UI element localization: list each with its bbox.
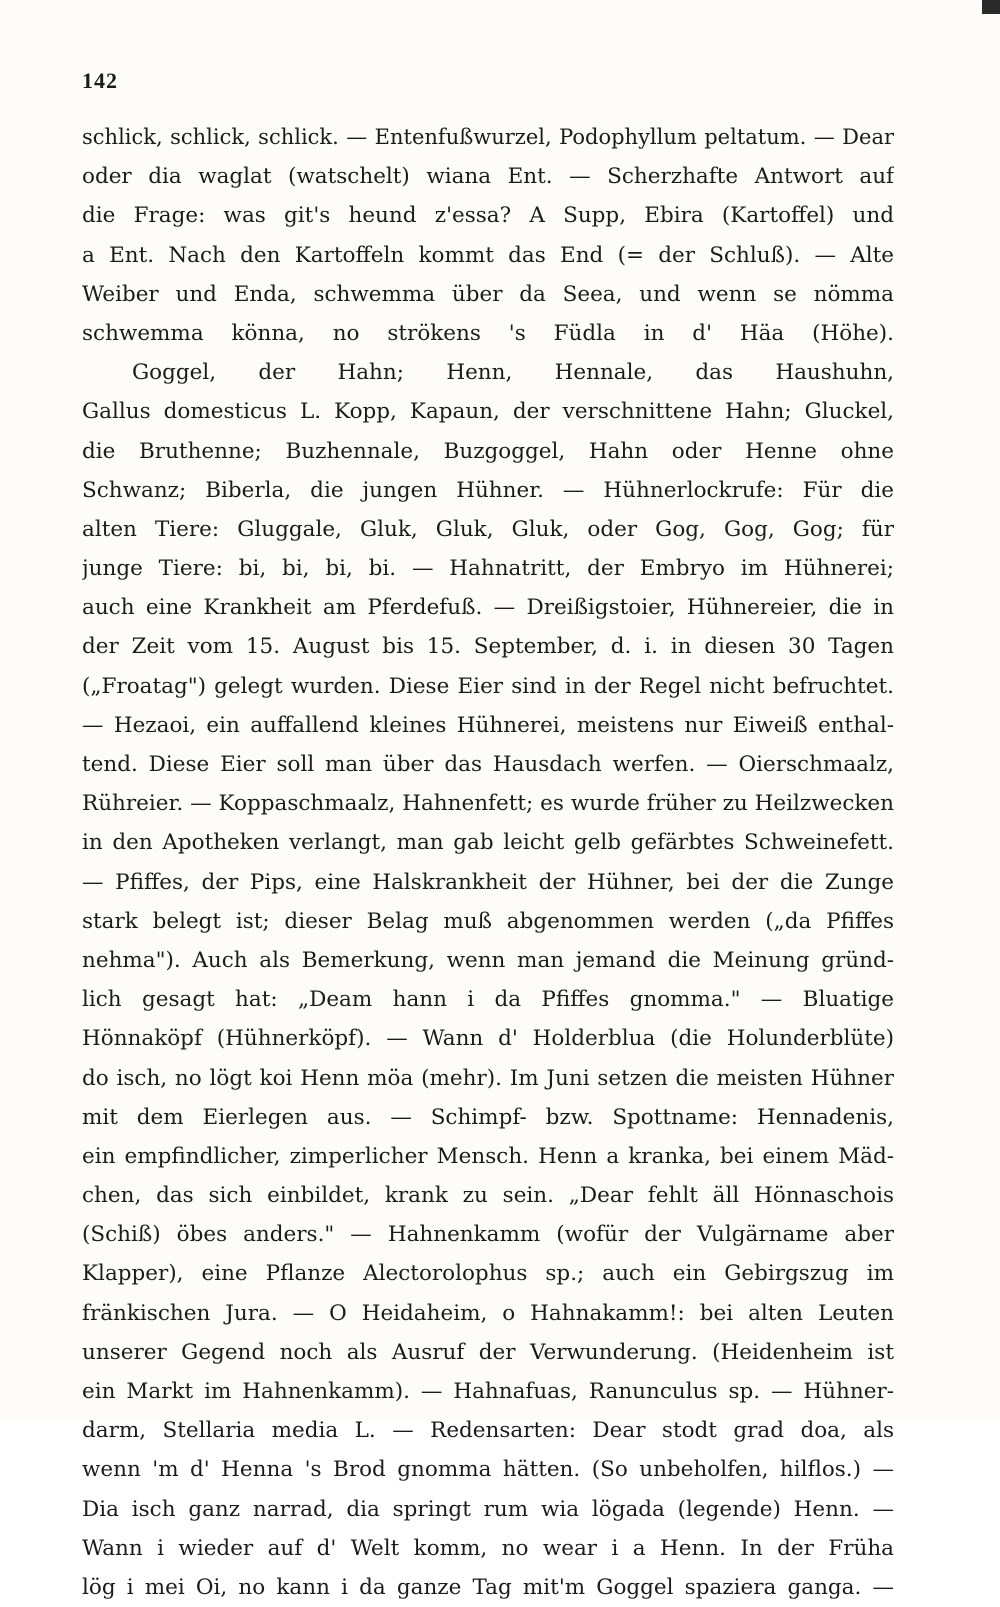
text-line: lög i mei Oi, no kann i da ganze Tag mit'm Goggel spaziera ganga. — — [82, 1574, 894, 1600]
text-line: Dia isch ganz narrad, dia springt rum wia lögada (legende) Henn. — — [82, 1496, 894, 1522]
text-line: („Froatag") gelegt wurden. Diese Eier sind in der Regel nicht befruchtet. — [82, 673, 894, 699]
text-line: (Schiß) öbes anders." — Hahnenkamm (wofür der Vulgärname aber — [82, 1222, 894, 1248]
text-line: die Frage: was git's heund z'essa? A Supp, Ebira (Kartoffel) und — [82, 203, 894, 229]
text-line: Wann i wieder auf d' Welt komm, no wear i a Henn. In der Früha — [82, 1535, 894, 1561]
text-line: alten Tiere: Gluggale, Gluk, Gluk, Gluk, oder Gog, Gog, Gog; für — [82, 516, 894, 542]
text-line: Goggel, der Hahn; Henn, Hennale, das Haushuhn, — [132, 360, 894, 386]
page-number: 142 — [82, 68, 118, 93]
text-line: ein Markt im Hahnenkamm). — Hahnafuas, Ranunculus sp. — Hühner- — [82, 1379, 894, 1404]
text-line: tend. Diese Eier soll man über das Hausdach werfen. — Oierschmaalz, — [82, 752, 894, 777]
text-line: oder dia waglat (watschelt) wiana Ent. — Scherzhafte Antwort auf — [82, 164, 894, 190]
text-line: ein empfindlicher, zimperlicher Mensch. Henn a kranka, bei einem Mäd- — [82, 1143, 894, 1169]
text-line: stark belegt ist; dieser Belag muß abgenommen werden („da Pfiffes — [82, 908, 894, 934]
text-line: Klapper), eine Pflanze Alectorolophus sp.; auch ein Gebirgszug im — [82, 1261, 894, 1287]
text-line: in den Apotheken verlangt, man gab leicht gelb gefärbtes Schweinefett. — [82, 830, 894, 856]
text-line: auch eine Krankheit am Pferdefuß. — Dreißigstoier, Hühnereier, die in — [82, 595, 894, 621]
text-line: wenn 'm d' Henna 's Brod gnomma hätten. (So unbeholfen, hilflos.) — — [82, 1457, 894, 1483]
text-line: Hönnaköpf (Hühnerköpf). — Wann d' Holderblua (die Holunderblüte) — [82, 1026, 894, 1052]
text-line: a Ent. Nach den Kartoffeln kommt das End (= der Schluß). — Alte — [82, 242, 894, 268]
text-line: darm, Stellaria media L. — Redensarten: Dear stodt grad doa, als — [82, 1418, 894, 1444]
text-line: junge Tiere: bi, bi, bi, bi. — Hahnatritt, der Embryo im Hühnerei; — [82, 556, 894, 582]
scan-corner-mark — [982, 0, 1000, 14]
text-line: Gallus domesticus L. Kopp, Kapaun, der verschnittene Hahn; Gluckel, — [82, 399, 894, 425]
text-line: die Bruthenne; Buzhennale, Buzgoggel, Hahn oder Henne ohne — [82, 438, 894, 464]
body-text — [82, 118, 894, 1607]
text-line: fränkischen Jura. — O Heidaheim, o Hahnakamm!: bei alten Leuten — [82, 1300, 894, 1326]
text-line: mit dem Eierlegen aus. — Schimpf- bzw. Spottname: Hennadenis, — [82, 1104, 894, 1130]
text-line: Weiber und Enda, schwemma über da Seea, und wenn se nömma — [82, 281, 894, 307]
text-line: der Zeit vom 15. August bis 15. September, d. i. in diesen 30 Tagen — [82, 634, 894, 660]
text-line: lich gesagt hat: „Deam hann i da Pfiffes gnomma." — Bluatige — [82, 987, 894, 1013]
text-line: — Hezaoi, ein auffallend kleines Hühnerei, meistens nur Eiweiß enthal- — [82, 712, 894, 738]
text-line: Rühreier. — Koppaschmaalz, Hahnenfett; es wurde früher zu Heilzwecken — [82, 791, 894, 817]
text-line: unserer Gegend noch als Ausruf der Verwunderung. (Heidenheim ist — [82, 1339, 894, 1365]
text-line: schwemma könna, no strökens 's Füdla in d' Häa (Höhe). — [82, 320, 894, 346]
text-line: Schwanz; Biberla, die jungen Hühner. — Hühnerlockrufe: Für die — [82, 477, 894, 503]
text-line: nehma"). Auch als Bemerkung, wenn man jemand die Meinung gründ- — [82, 947, 894, 973]
text-line: chen, das sich einbildet, krank zu sein. „Dear fehlt äll Hönnaschois — [82, 1183, 894, 1209]
text-line: do isch, no lögt koi Henn möa (mehr). Im Juni setzen die meisten Hühner — [82, 1065, 894, 1091]
text-line: — Pfiffes, der Pips, eine Halskrankheit der Hühner, bei der die Zunge — [82, 869, 894, 895]
text-line: schlick, schlick, schlick. — Entenfußwurzel, Podophyllum peltatum. — Dear — [82, 125, 894, 149]
